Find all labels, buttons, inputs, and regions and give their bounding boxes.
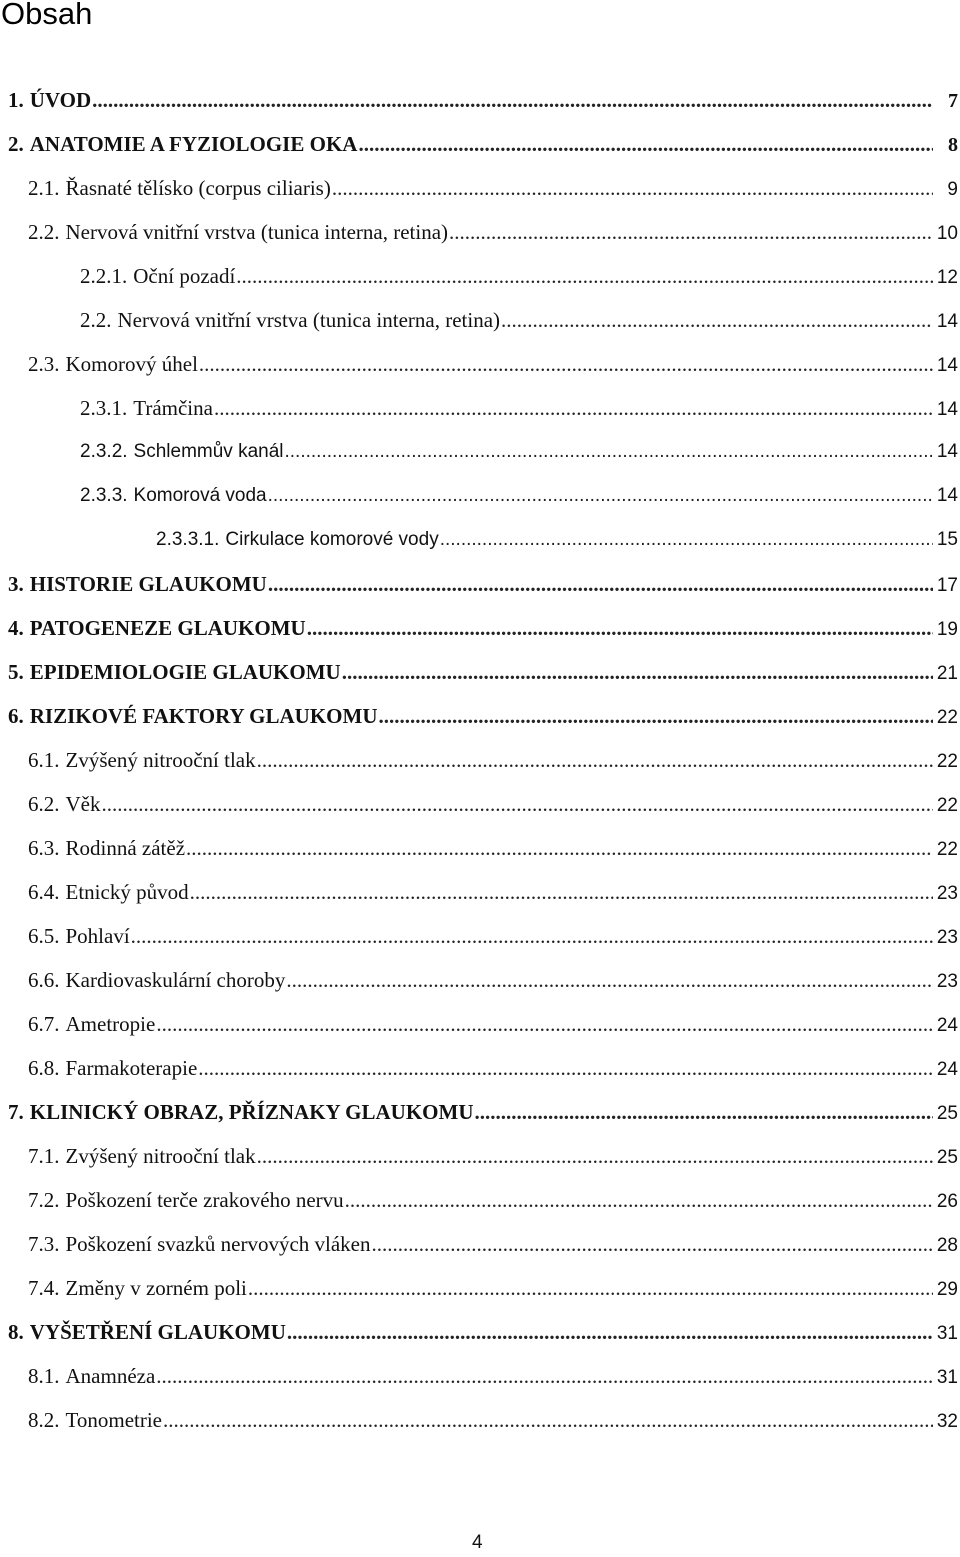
toc-entry-page: 26 — [936, 1191, 958, 1212]
footer-page-number: 4 — [472, 1532, 483, 1553]
toc-entry-number: 7.3. — [28, 1232, 60, 1256]
toc-entry-page: 19 — [936, 619, 958, 640]
toc-entry-6-4[interactable] — [28, 878, 960, 906]
toc-entry-title: VYŠETŘENÍ GLAUKOMU — [29, 1320, 286, 1344]
dot-leader — [286, 966, 933, 994]
toc-entry-title: ANATOMIE A FYZIOLOGIE OKA — [29, 132, 358, 156]
toc-entry-page: 25 — [936, 1147, 958, 1168]
dot-leader — [186, 834, 933, 862]
toc-entry-page: 17 — [936, 575, 958, 596]
dot-leader — [156, 1362, 933, 1390]
dot-leader — [236, 262, 933, 290]
toc-entry-2[interactable] — [8, 130, 960, 158]
toc-entry-title: Komorová voda — [133, 485, 267, 506]
toc-entry-7-2[interactable] — [28, 1186, 960, 1214]
toc-entry-page: 21 — [936, 663, 958, 684]
toc-entry-page: 28 — [936, 1235, 958, 1256]
toc-entry-page: 23 — [936, 927, 958, 948]
page-title: Obsah — [1, 0, 93, 31]
toc-entry-title: Trámčina — [133, 396, 213, 420]
toc-entry-title: Komorový úhel — [65, 352, 198, 376]
toc-entry-page: 23 — [936, 971, 958, 992]
toc-entry-title: Kardiovaskulární choroby — [65, 968, 286, 992]
toc-entry-2-1[interactable] — [28, 174, 960, 202]
toc-entry-page: 9 — [947, 179, 958, 200]
dot-leader — [268, 570, 933, 598]
toc-entry-page: 12 — [936, 267, 958, 288]
toc-entry-6-5[interactable] — [28, 922, 960, 950]
toc-entry-number: 6.7. — [28, 1012, 60, 1036]
toc-entry-page: 15 — [936, 529, 958, 550]
toc-entry-title: PATOGENEZE GLAUKOMU — [29, 616, 306, 640]
toc-entry-number: 4. — [8, 616, 24, 640]
toc-entry-page: 14 — [936, 441, 958, 462]
dot-leader — [199, 350, 933, 378]
toc-entry-5[interactable] — [8, 658, 960, 686]
toc-entry-title: HISTORIE GLAUKOMU — [29, 572, 267, 596]
toc-entry-page: 31 — [936, 1367, 958, 1388]
toc-entry-title: Nervová vnitřní vrstva (tunica interna, retina) — [117, 308, 501, 332]
toc-entry-number: 7. — [8, 1100, 24, 1124]
toc-entry-number: 2.2. — [28, 220, 60, 244]
toc-entry-number: 6. — [8, 704, 24, 728]
toc-entry-page: 22 — [936, 707, 958, 728]
toc-entry-page: 24 — [936, 1015, 958, 1036]
toc-entry-page: 22 — [936, 751, 958, 772]
toc-entry-2-3-2[interactable] — [80, 438, 960, 466]
toc-entry-title: Věk — [65, 792, 101, 816]
dot-leader — [342, 658, 933, 686]
toc-entry-number: 2.3.3.1. — [156, 529, 220, 550]
toc-entry-number: 2.3.3. — [80, 485, 128, 506]
toc-entry-number: 6.3. — [28, 836, 60, 860]
toc-entry-title: Zvýšený nitrooční tlak — [65, 748, 256, 772]
toc-entry-title: KLINICKÝ OBRAZ, PŘÍZNAKY GLAUKOMU — [29, 1100, 474, 1124]
toc-entry-page: 7 — [948, 90, 958, 112]
dot-leader — [131, 922, 933, 950]
toc-entry-title: Rodinná zátěž — [65, 836, 186, 860]
toc-entry-page: 8 — [948, 134, 958, 156]
dot-leader — [156, 1010, 933, 1038]
toc-entry-number: 2.1. — [28, 176, 60, 200]
toc-entry-page: 25 — [936, 1103, 958, 1124]
dot-leader — [102, 790, 934, 818]
dot-leader — [287, 1318, 933, 1346]
dot-leader — [378, 702, 933, 730]
dot-leader — [372, 1230, 933, 1258]
toc-entry-6-3[interactable] — [28, 834, 960, 862]
toc-entry-title: EPIDEMIOLOGIE GLAUKOMU — [29, 660, 341, 684]
dot-leader — [345, 1186, 933, 1214]
toc-entry-2-3-1[interactable] — [80, 394, 960, 422]
toc-entry-2-3[interactable] — [28, 350, 960, 378]
dot-leader — [307, 614, 933, 642]
toc-entry-page: 24 — [936, 1059, 958, 1080]
toc-entry-number: 5. — [8, 660, 24, 684]
toc-entry-1[interactable] — [8, 86, 960, 114]
dot-leader — [214, 394, 933, 422]
dot-leader — [257, 746, 933, 774]
toc-entry-number: 6.8. — [28, 1056, 60, 1080]
toc-entry-6-8[interactable] — [28, 1054, 960, 1082]
dot-leader — [449, 218, 933, 246]
toc-entry-number: 6.4. — [28, 880, 60, 904]
toc-entry-title: Poškození terče zrakového nervu — [65, 1188, 344, 1212]
toc-entry-number: 7.4. — [28, 1276, 60, 1300]
toc-entry-page: 22 — [936, 795, 958, 816]
dot-leader — [285, 438, 934, 466]
dot-leader — [198, 1054, 933, 1082]
toc-entry-title: Ametropie — [65, 1012, 156, 1036]
toc-entry-2-2[interactable] — [28, 218, 960, 246]
toc-entry-page: 22 — [936, 839, 958, 860]
dot-leader — [163, 1406, 933, 1434]
toc-entry-7[interactable] — [8, 1098, 960, 1126]
toc-entry-title: Etnický původ — [65, 880, 189, 904]
toc-entry-4[interactable] — [8, 614, 960, 642]
toc-entry-page: 14 — [936, 485, 958, 506]
dot-leader — [248, 1274, 933, 1302]
dot-leader — [332, 174, 933, 202]
toc-entry-8[interactable] — [8, 1318, 960, 1346]
toc-entry-7-3[interactable] — [28, 1230, 960, 1258]
toc-entry-number: 6.6. — [28, 968, 60, 992]
toc-entry-page: 31 — [936, 1323, 958, 1344]
toc-entry-page: 14 — [936, 311, 958, 332]
toc-entry-2-2-repeat[interactable] — [80, 306, 960, 334]
toc-entry-7-1[interactable] — [28, 1142, 960, 1170]
toc-entry-number: 6.1. — [28, 748, 60, 772]
toc-entry-title: Pohlaví — [65, 924, 130, 948]
toc-entry-title: Tonometrie — [65, 1408, 162, 1432]
toc-entry-title: Oční pozadí — [133, 264, 236, 288]
toc-entry-6-6[interactable] — [28, 966, 960, 994]
toc-entry-number: 2.2.1. — [80, 264, 128, 288]
dot-leader — [268, 482, 933, 510]
toc-entry-number: 7.2. — [28, 1188, 60, 1212]
toc-entry-2-3-3-1[interactable] — [156, 526, 960, 554]
toc-entry-8-2[interactable] — [28, 1406, 960, 1434]
toc-entry-title: Cirkulace komorové vody — [225, 529, 439, 550]
toc-entry-title: Změny v zorném poli — [65, 1276, 247, 1300]
toc-entry-number: 8.1. — [28, 1364, 60, 1388]
toc-entry-title: Anamnéza — [65, 1364, 156, 1388]
toc-entry-2-2-1[interactable] — [80, 262, 960, 290]
toc-entry-7-4[interactable] — [28, 1274, 960, 1302]
toc-entry-title: Schlemmův kanál — [133, 441, 284, 462]
toc-entry-title: Farmakoterapie — [65, 1056, 198, 1080]
toc-entry-title: Nervová vnitřní vrstva (tunica interna, retina) — [65, 220, 449, 244]
toc-entry-number: 8.2. — [28, 1408, 60, 1432]
toc-entry-number: 6.5. — [28, 924, 60, 948]
toc-entry-title: Zvýšený nitrooční tlak — [65, 1144, 256, 1168]
toc-entry-number: 2.3.2. — [80, 441, 128, 462]
toc-entry-8-1[interactable] — [28, 1362, 960, 1390]
toc-entry-title: Řasnaté tělísko (corpus ciliaris) — [65, 176, 331, 200]
dot-leader — [475, 1098, 934, 1126]
dot-leader — [190, 878, 933, 906]
dot-leader — [92, 86, 933, 114]
toc-entry-title: ÚVOD — [29, 88, 92, 112]
toc-entry-page: 29 — [936, 1279, 958, 1300]
toc-entry-page: 32 — [936, 1411, 958, 1432]
dot-leader — [501, 306, 933, 334]
toc-entry-number: 6.2. — [28, 792, 60, 816]
toc-entry-number: 1. — [8, 88, 24, 112]
toc-entry-number: 2.2. — [80, 308, 112, 332]
toc-entry-number: 3. — [8, 572, 24, 596]
toc-entry-number: 2.3. — [28, 352, 60, 376]
toc-entry-6-1[interactable] — [28, 746, 960, 774]
toc-entry-number: 8. — [8, 1320, 24, 1344]
toc-entry-6-7[interactable] — [28, 1010, 960, 1038]
toc-entry-number: 2.3.1. — [80, 396, 128, 420]
dot-leader — [440, 526, 933, 554]
toc-entry-number: 2. — [8, 132, 24, 156]
toc-entry-6[interactable] — [8, 702, 960, 730]
toc-entry-title: RIZIKOVÉ FAKTORY GLAUKOMU — [29, 704, 378, 728]
toc-entry-page: 10 — [936, 223, 958, 244]
toc-entry-3[interactable] — [8, 570, 960, 598]
toc-entry-page: 23 — [936, 883, 958, 904]
toc-entry-page: 14 — [936, 355, 958, 376]
toc-entry-page: 14 — [936, 399, 958, 420]
dot-leader — [257, 1142, 933, 1170]
toc-entry-number: 7.1. — [28, 1144, 60, 1168]
dot-leader — [358, 130, 933, 158]
toc-entry-6-2[interactable] — [28, 790, 960, 818]
toc-entry-2-3-3[interactable] — [80, 482, 960, 510]
toc-entry-title: Poškození svazků nervových vláken — [65, 1232, 371, 1256]
